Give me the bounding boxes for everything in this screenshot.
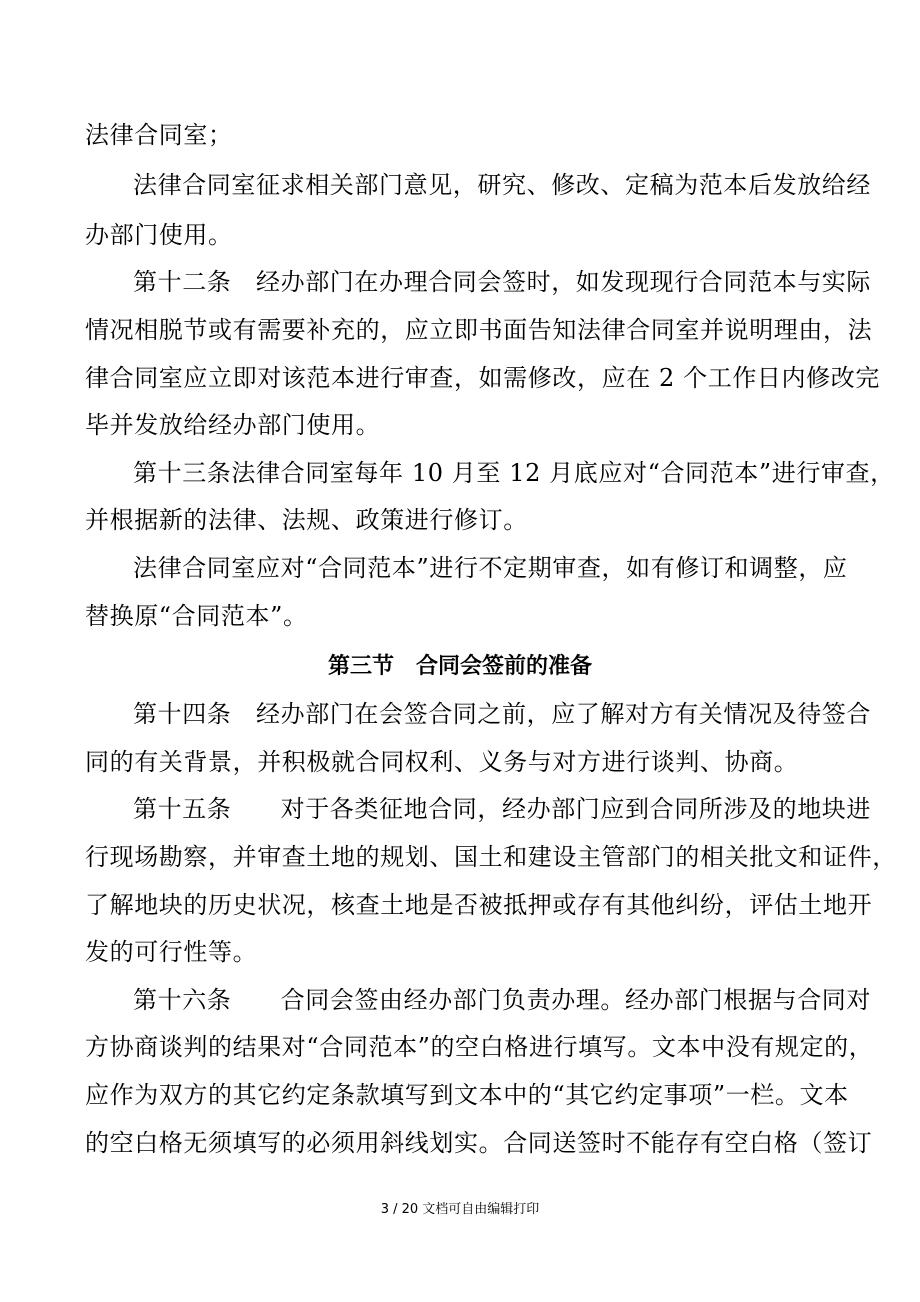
text-line: 第十三条法律合同室每年 10 月至 12 月底应对“合同范本”进行审查， bbox=[133, 459, 895, 487]
text-line: 发的可行性等。 bbox=[85, 938, 258, 966]
text-line: 法律合同室； bbox=[85, 121, 233, 149]
text-line: 法律合同室征求相关部门意见，研究、修改、定稿为范本后发放给经 bbox=[133, 171, 871, 199]
section-heading: 第三节 合同会签前的准备 bbox=[327, 654, 592, 679]
text-line: 第十四条 经办部门在会签合同之前，应了解对方有关情况及待签合 bbox=[133, 700, 871, 728]
text-line: 律合同室应立即对该范本进行审查，如需修改，应在 2 个工作日内修改完 bbox=[85, 364, 880, 392]
text-line: 办部门使用。 bbox=[85, 221, 233, 249]
text-line: 法律合同室应对“合同范本”进行不定期审查，如有修订和调整，应 bbox=[133, 554, 848, 582]
text-line: 行现场勘察，并审查土地的规划、国土和建设主管部门的相关批文和证件， bbox=[85, 843, 897, 871]
text-line: 方协商谈判的结果对“合同范本”的空白格进行填写。文本中没有规定的， bbox=[85, 1033, 874, 1061]
text-line: 情况相脱节或有需要补充的，应立即书面告知法律合同室并说明理由，法 bbox=[85, 316, 873, 344]
text-line: 第十二条 经办部门在办理合同会签时，如发现现行合同范本与实际 bbox=[133, 268, 871, 296]
text-line: 的空白格无须填写的必须用斜线划实。合同送签时不能存有空白格（签订 bbox=[85, 1129, 873, 1157]
text-line: 并根据新的法律、法规、政策进行修订。 bbox=[85, 506, 528, 534]
text-line: 替换原“合同范本”。 bbox=[85, 602, 308, 630]
text-line: 第十五条 对于各类征地合同，经办部门应到合同所涉及的地块进 bbox=[133, 795, 871, 823]
text-line: 应作为双方的其它约定条款填写到文本中的“其它约定事项”一栏。文本 bbox=[85, 1081, 849, 1109]
page-footer: 3 / 20 文档可自由编辑打印 bbox=[380, 1202, 540, 1217]
text-line: 了解地块的历史状况，核查土地是否被抵押或存有其他纠纷，评估土地开 bbox=[85, 891, 873, 919]
text-line: 第十六条 合同会签由经办部门负责办理。经办部门根据与合同对 bbox=[133, 986, 871, 1014]
text-line: 同的有关背景，并积极就合同权利、义务与对方进行谈判、协商。 bbox=[85, 748, 799, 776]
text-line: 毕并发放给经办部门使用。 bbox=[85, 411, 381, 439]
